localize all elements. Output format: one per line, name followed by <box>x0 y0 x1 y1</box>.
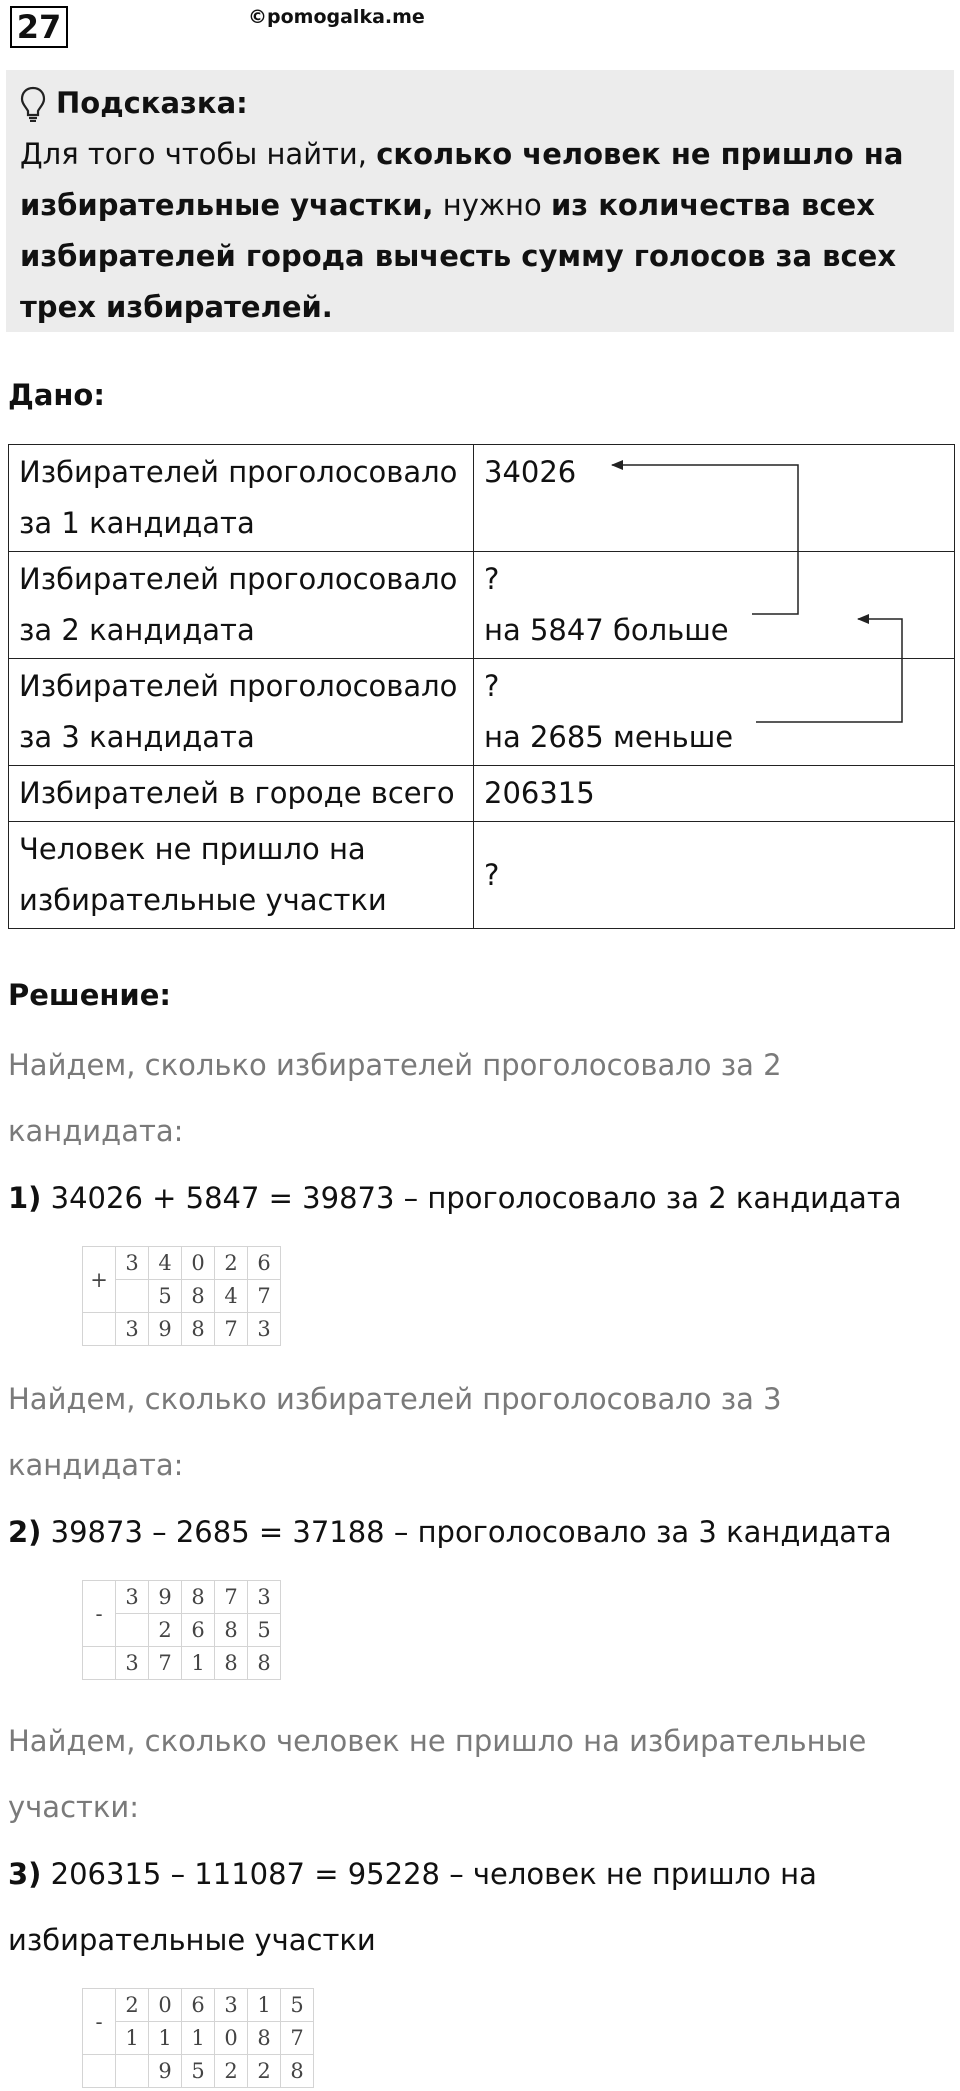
digit-cell: 3 <box>116 1647 149 1680</box>
digit-cell <box>83 1647 116 1680</box>
given-label-cell: Человек не пришло на избирательные участки <box>9 822 474 929</box>
digit-cell: 1 <box>182 1647 215 1680</box>
digit-cell: 8 <box>248 2022 281 2055</box>
digit-cell: 2 <box>149 1614 182 1647</box>
digit-cell: 3 <box>116 1247 149 1280</box>
operation-sign: - <box>83 1989 116 2055</box>
hint-text: Для того чтобы найти, сколько человек не пришло на избирательные участки, нужно из количества всех избирателей города вычесть сумму голосов за всех трех избирателей. <box>20 137 904 324</box>
step-explanation: Найдем, сколько избирателей проголосовало за 2 кандидата: <box>8 1048 782 1148</box>
digit-cell: 7 <box>281 2022 314 2055</box>
digit-cell: 1 <box>182 2022 215 2055</box>
hint-box <box>6 70 954 332</box>
given-value-cell: ? на 2685 меньше <box>474 659 955 766</box>
digit-cell: 8 <box>182 1581 215 1614</box>
hint-title-text: Подсказка: <box>56 86 248 120</box>
digit-cell: 5 <box>281 1989 314 2022</box>
digit-cell: 8 <box>182 1313 215 1346</box>
given-label: Дано: <box>8 378 105 412</box>
digit-cell: 5 <box>248 1614 281 1647</box>
given-table <box>8 444 955 929</box>
column-calculation <box>82 1988 314 2088</box>
task-number: 27 <box>10 6 68 48</box>
given-label-cell: Избирателей в городе всего <box>9 766 474 822</box>
digit-cell: 7 <box>149 1647 182 1680</box>
given-label-cell: Избирателей проголосовало за 1 кандидата <box>9 445 474 552</box>
digit-cell: 4 <box>215 1280 248 1313</box>
copyright-text: ©pomogalka.me <box>248 6 425 28</box>
hint-title <box>20 78 940 129</box>
given-value-cell: 206315 <box>474 766 955 822</box>
table-row <box>9 822 955 929</box>
digit-cell: 6 <box>248 1247 281 1280</box>
given-label-cell: Избирателей проголосовало за 3 кандидата <box>9 659 474 766</box>
step-expression: 2) 39873 – 2685 = 37188 – проголосовало за 3 кандидата <box>8 1515 892 1549</box>
operation-sign: - <box>83 1581 116 1647</box>
table-row <box>9 445 955 552</box>
digit-cell <box>83 2055 116 2088</box>
step-expression: 1) 34026 + 5847 = 39873 – проголосовало за 2 кандидата <box>8 1181 902 1215</box>
digit-cell: 3 <box>248 1581 281 1614</box>
digit-cell: 6 <box>182 1614 215 1647</box>
digit-cell: 4 <box>149 1247 182 1280</box>
digit-cell <box>116 2055 149 2088</box>
column-calculation <box>82 1246 281 1346</box>
given-value-cell: 34026 <box>474 445 955 552</box>
digit-cell: 2 <box>116 1989 149 2022</box>
table-row <box>9 766 955 822</box>
digit-cell: 6 <box>182 1989 215 2022</box>
digit-cell <box>83 1313 116 1346</box>
digit-cell: 1 <box>248 1989 281 2022</box>
step-explanation: Найдем, сколько человек не пришло на избирательные участки: <box>8 1724 867 1824</box>
digit-cell: 2 <box>215 2055 248 2088</box>
digit-cell: 7 <box>248 1280 281 1313</box>
digit-cell: 8 <box>281 2055 314 2088</box>
digit-cell: 0 <box>182 1247 215 1280</box>
digit-cell: 9 <box>149 2055 182 2088</box>
operation-sign: + <box>83 1247 116 1313</box>
digit-cell: 3 <box>248 1313 281 1346</box>
digit-cell: 8 <box>215 1647 248 1680</box>
digit-cell: 3 <box>116 1313 149 1346</box>
digit-cell: 3 <box>116 1581 149 1614</box>
digit-cell: 5 <box>149 1280 182 1313</box>
given-label-cell: Избирателей проголосовало за 2 кандидата <box>9 552 474 659</box>
digit-cell: 8 <box>248 1647 281 1680</box>
digit-cell <box>116 1280 149 1313</box>
digit-cell: 2 <box>215 1247 248 1280</box>
table-row <box>9 659 955 766</box>
digit-cell <box>116 1614 149 1647</box>
digit-cell: 1 <box>116 2022 149 2055</box>
digit-cell: 8 <box>215 1614 248 1647</box>
solution-label: Решение: <box>8 978 172 1012</box>
step-explanation: Найдем, сколько избирателей проголосовало за 3 кандидата: <box>8 1382 782 1482</box>
step-expression: 3) 206315 – 111087 = 95228 – человек не пришло на избирательные участки <box>8 1857 817 1957</box>
digit-cell: 8 <box>182 1280 215 1313</box>
digit-cell: 7 <box>215 1581 248 1614</box>
digit-cell: 7 <box>215 1313 248 1346</box>
digit-cell: 0 <box>215 2022 248 2055</box>
table-row <box>9 552 955 659</box>
lightbulb-icon <box>20 86 46 122</box>
digit-cell: 3 <box>215 1989 248 2022</box>
digit-cell: 9 <box>149 1581 182 1614</box>
given-value-cell: ? <box>474 822 955 929</box>
digit-cell: 0 <box>149 1989 182 2022</box>
given-value-cell: ? на 5847 больше <box>474 552 955 659</box>
digit-cell: 5 <box>182 2055 215 2088</box>
digit-cell: 2 <box>248 2055 281 2088</box>
digit-cell: 1 <box>149 2022 182 2055</box>
digit-cell: 9 <box>149 1313 182 1346</box>
column-calculation <box>82 1580 281 1680</box>
